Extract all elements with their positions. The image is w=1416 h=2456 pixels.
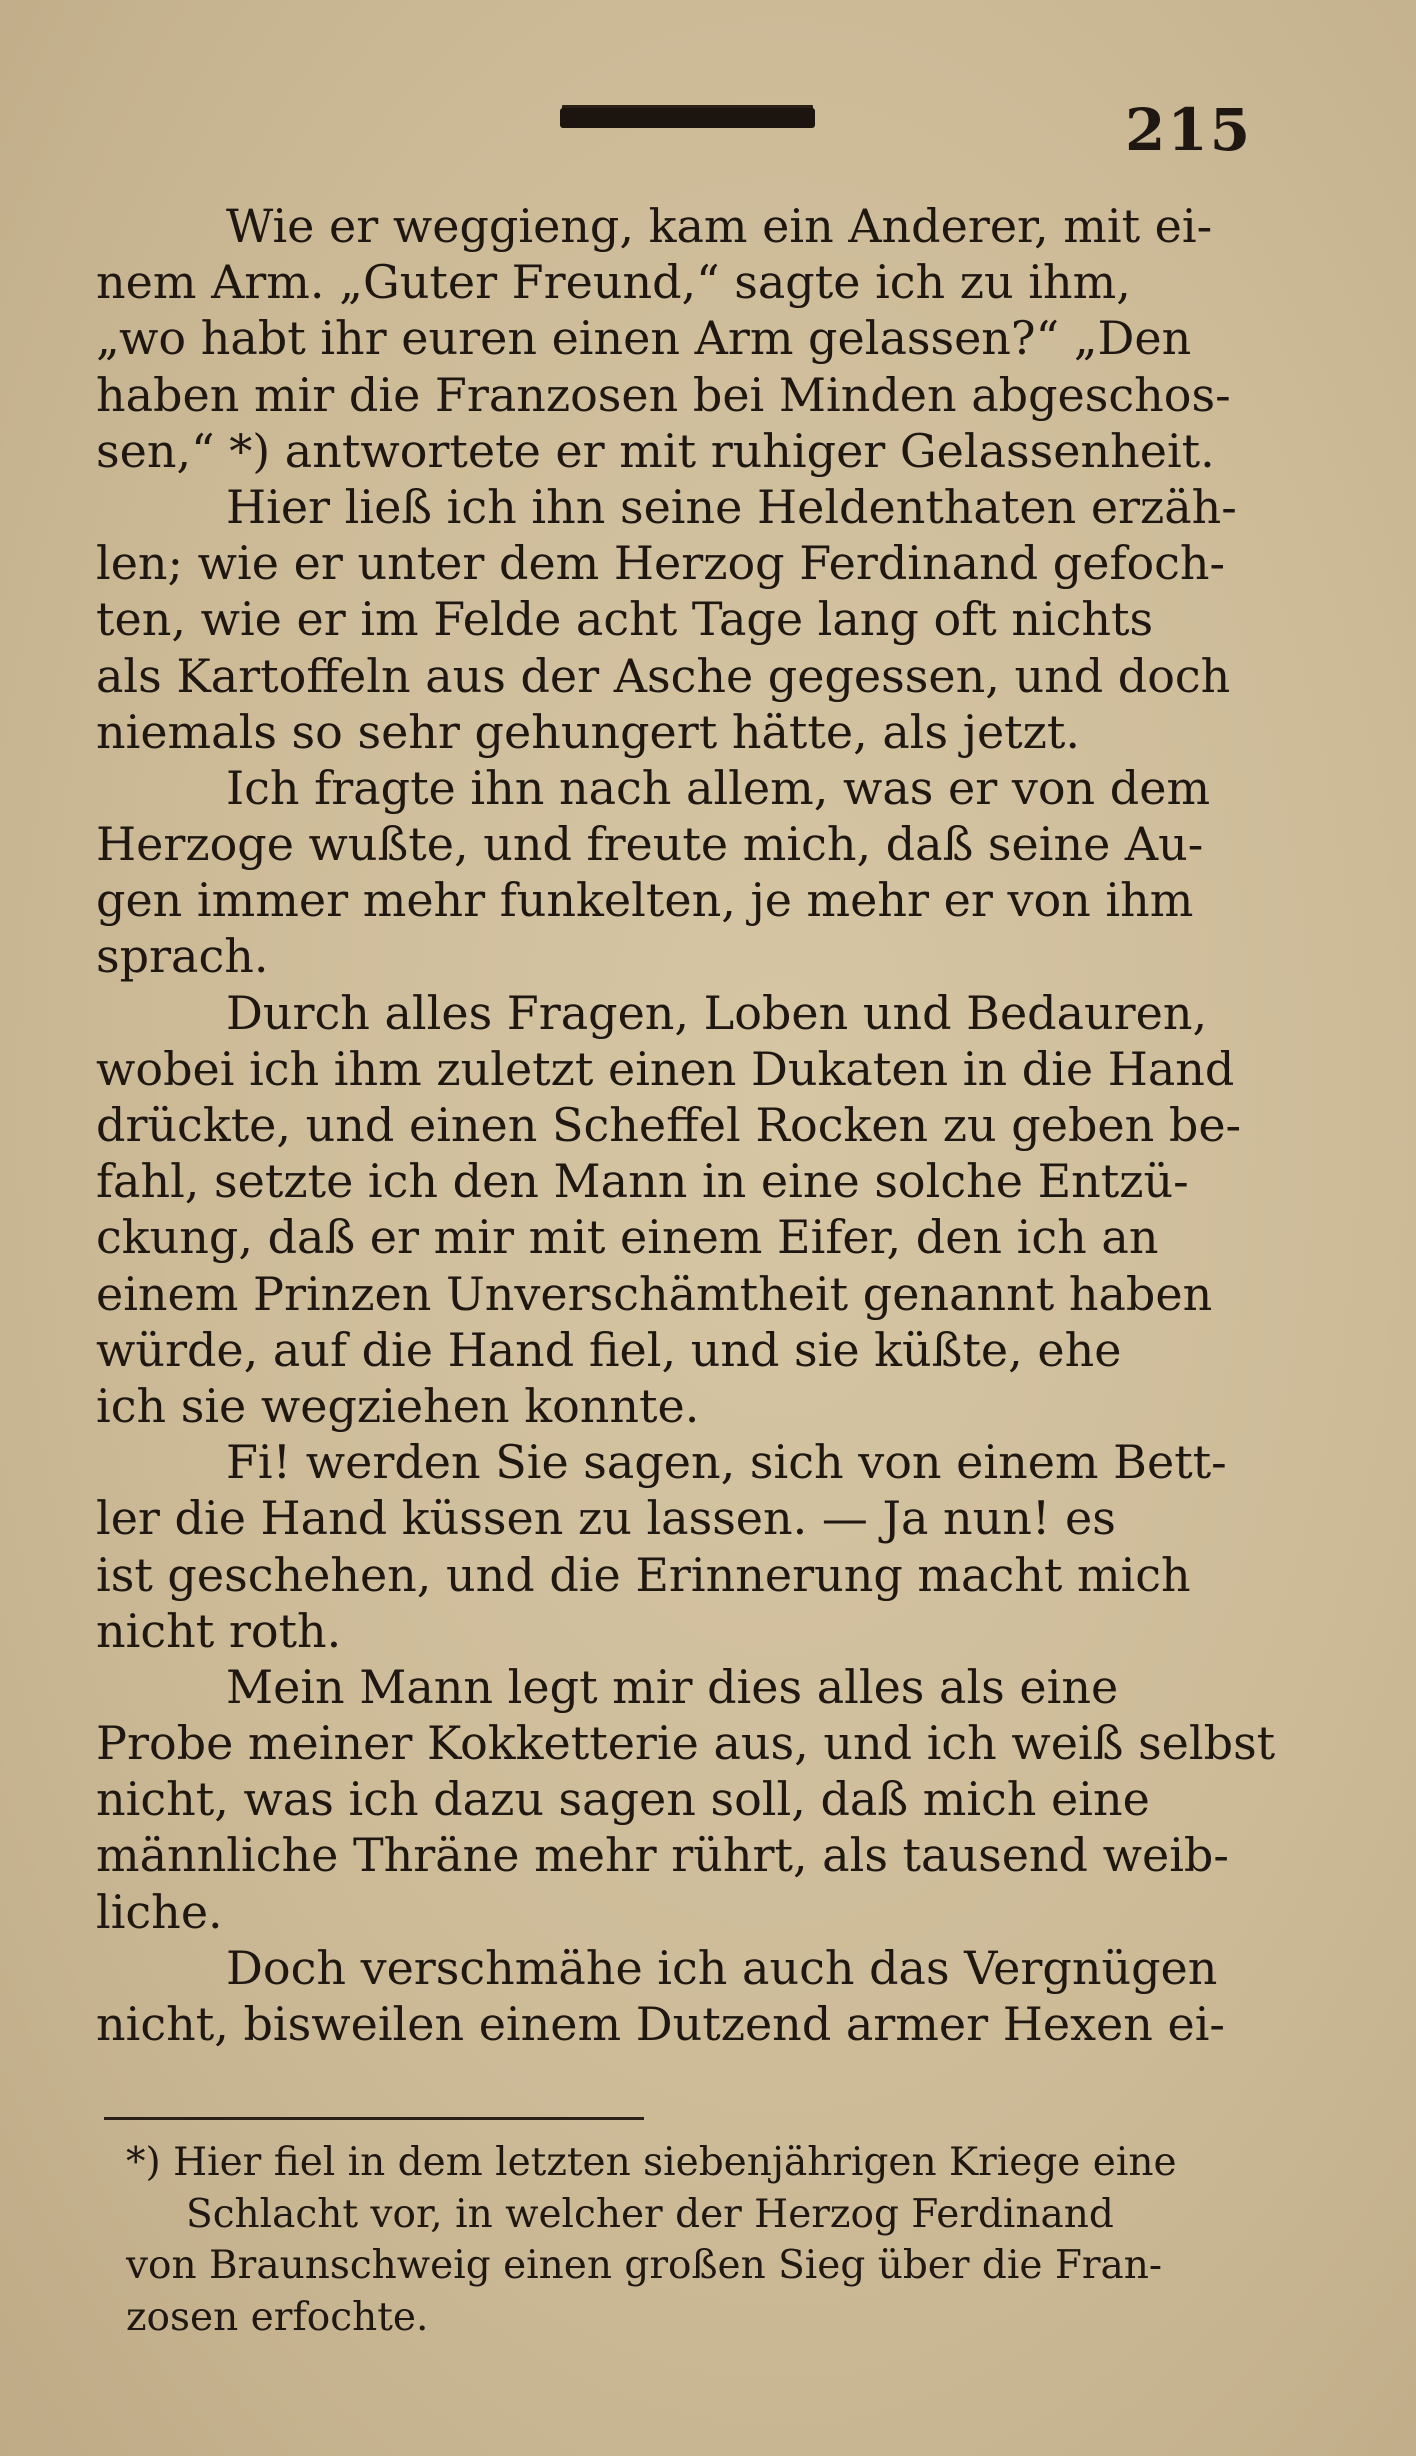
text-line: Wie er weggieng, kam ein Anderer, mit ei- — [226, 199, 1213, 253]
text-line: ten, wie er im Felde acht Tage lang oft nichts — [96, 592, 1154, 647]
text-line: liche. — [96, 1884, 223, 1939]
text-line: Probe meiner Kokketterie aus, und ich weiß selbst — [96, 1716, 1276, 1771]
text-line: Durch alles Fragen, Loben und Bedauren, — [226, 985, 1208, 1040]
text-line: Hier ließ ich ihn seine Heldenthaten erzäh- — [226, 479, 1237, 534]
footnote-line: zosen erfochte. — [126, 2294, 429, 2340]
text-line: „wo habt ihr euren einen Arm gelassen?“ „Den — [96, 311, 1192, 366]
text-line: niemals so sehr gehungert hätte, als jetzt. — [96, 704, 1081, 759]
text-line: männliche Thräne mehr rührt, als tausend weib- — [96, 1828, 1229, 1883]
text-line: Ich fragte ihn nach allem, was er von dem — [226, 760, 1211, 815]
text-line: len; wie er unter dem Herzog Ferdinand gefoch- — [96, 536, 1226, 591]
text-line: sprach. — [96, 929, 269, 984]
text-line: sen,“ *) antwortete er mit ruhiger Gelassenheit. — [96, 423, 1215, 478]
text-line: einem Prinzen Unverschämtheit genannt haben — [96, 1266, 1213, 1321]
text-line: Doch verschmähe ich auch das Vergnügen — [226, 1940, 1218, 1995]
text-line: nicht, bisweilen einem Dutzend armer Hexen ei- — [96, 1997, 1225, 2051]
text-line: ler die Hand küssen zu lassen. — Ja nun! es — [96, 1491, 1116, 1546]
footnote-divider — [104, 2117, 644, 2120]
body-text — [96, 198, 1276, 2052]
page-number: 215 — [1125, 96, 1253, 164]
text-line: Herzoge wußte, und freute mich, daß seine Au- — [96, 817, 1204, 872]
footnote-line: *) Hier fiel in dem letzten siebenjährigen Kriege eine — [126, 2140, 1177, 2185]
text-line: fahl, setzte ich den Mann in eine solche Entzü- — [96, 1154, 1189, 1209]
text-line: gen immer mehr funkelten, je mehr er von ihm — [96, 873, 1194, 928]
footnote — [126, 2137, 1246, 2343]
text-line: ist geschehen, und die Erinnerung macht mich — [96, 1547, 1191, 1602]
text-line: wobei ich ihm zuletzt einen Dukaten in die Hand — [96, 1041, 1235, 1096]
text-line: Fi! werden Sie sagen, sich von einem Bett- — [226, 1435, 1227, 1490]
header-ornament-rule — [560, 108, 815, 128]
text-line: haben mir die Franzosen bei Minden abgeschos- — [96, 367, 1231, 422]
text-line: drückte, und einen Scheffel Rocken zu geben be- — [96, 1098, 1242, 1152]
text-line: ckung, daß er mir mit einem Eifer, den ich an — [96, 1210, 1159, 1265]
text-line: Mein Mann legt mir dies alles als eine — [226, 1659, 1119, 1714]
text-line: ich sie wegziehen konnte. — [96, 1378, 700, 1433]
footnote-line: von Braunschweig einen großen Sieg über die Fran- — [126, 2243, 1163, 2288]
text-line: nem Arm. „Guter Freund,“ sagte ich zu ihm, — [96, 255, 1131, 310]
text-line: nicht, was ich dazu sagen soll, daß mich eine — [96, 1772, 1150, 1827]
text-line: nicht roth. — [96, 1603, 342, 1658]
footnote-line: Schlacht vor, in welcher der Herzog Ferdinand — [186, 2191, 1114, 2237]
text-line: als Kartoffeln aus der Asche gegessen, und doch — [96, 648, 1231, 703]
text-line: würde, auf die Hand fiel, und sie küßte, ehe — [96, 1322, 1122, 1377]
